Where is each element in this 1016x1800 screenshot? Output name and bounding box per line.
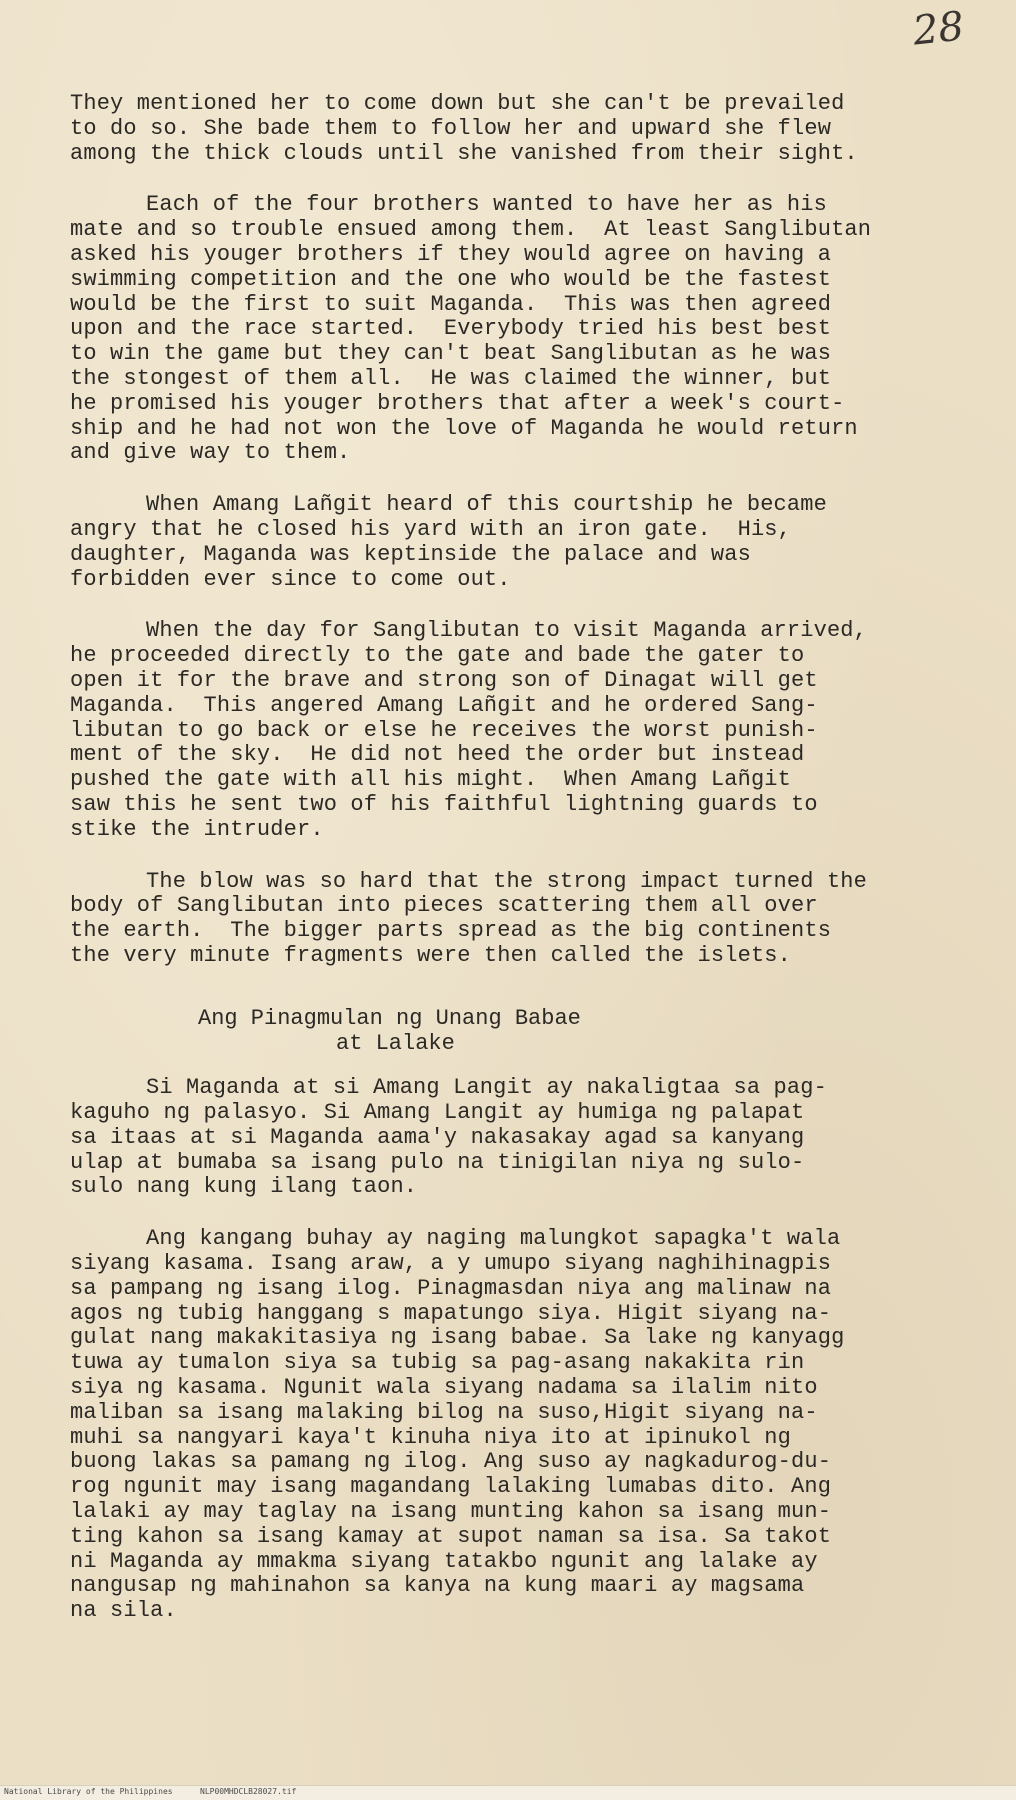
text-line: ni Maganda ay mmakma siyang tatakbo ngunit ang lalake ay bbox=[70, 1548, 818, 1574]
story-title bbox=[70, 1007, 980, 1057]
text-line: would be the first to suit Maganda. This was then agreed bbox=[70, 291, 832, 317]
text-line: rog ngunit may isang magandang lalaking lumabas dito. Ang bbox=[70, 1474, 832, 1500]
text-line: When Amang Lañgit heard of this courtship he became bbox=[146, 492, 827, 518]
paragraph bbox=[70, 1227, 980, 1624]
text-line: ulap at bumaba sa isang pulo na tinigilan niya ng sulo- bbox=[70, 1149, 805, 1175]
text-line: swimming competition and the one who would be the fastest bbox=[70, 266, 832, 292]
text-line: the earth. The bigger parts spread as the big continents bbox=[70, 918, 832, 944]
text-line: upon and the race started. Everybody tried his best best bbox=[70, 316, 832, 342]
text-line: the very minute fragments were then called the islets. bbox=[70, 942, 792, 968]
text-line: gulat nang makakitasiya ng isang babae. Sa lake ng kanyagg bbox=[70, 1325, 845, 1351]
text-line: saw this he sent two of his faithful lightning guards to bbox=[70, 791, 818, 817]
text-line: Maganda. This angered Amang Lañgit and he ordered Sang- bbox=[70, 692, 818, 718]
text-line: to win the game but they can't beat Sanglibutan as he was bbox=[70, 341, 832, 367]
text-line: open it for the brave and strong son of Dinagat will get bbox=[70, 667, 818, 693]
text-line: lalaki ay may taglay na isang munting kahon sa isang mun- bbox=[70, 1499, 832, 1525]
text-line: tuwa ay tumalon siya sa tubig sa pag-asang nakakita rin bbox=[70, 1350, 805, 1376]
text-line: he proceeded directly to the gate and bade the gater to bbox=[70, 643, 805, 669]
text-line: Ang kangang buhay ay naging malungkot sapagka't wala bbox=[146, 1226, 841, 1252]
text-line: and give way to them. bbox=[70, 440, 351, 466]
text-line: When the day for Sanglibutan to visit Maganda arrived, bbox=[146, 618, 868, 644]
text-line: nangusap ng mahinahon sa kanya na kung maari ay magsama bbox=[70, 1573, 805, 1599]
text-line: maliban sa isang malaking bilog na suso,Higit siyang na- bbox=[70, 1399, 818, 1425]
scan-footer bbox=[0, 1785, 1016, 1800]
paragraph bbox=[70, 1076, 980, 1200]
text-line: ment of the sky. He did not heed the order but instead bbox=[70, 742, 805, 768]
text-line: kaguho ng palasyo. Si Amang Langit ay humiga ng palapat bbox=[70, 1100, 805, 1126]
section-tagalog-story bbox=[70, 1076, 980, 1624]
story-title-line: at Lalake bbox=[336, 1030, 455, 1056]
document-body bbox=[70, 92, 980, 1651]
text-line: libutan to go back or else he receives the worst punish- bbox=[70, 717, 818, 743]
paragraph bbox=[70, 619, 980, 842]
text-line: Si Maganda at si Amang Langit ay nakaligtaa sa pag- bbox=[146, 1075, 827, 1101]
text-line: forbidden ever since to come out. bbox=[70, 566, 511, 592]
text-line: the stongest of them all. He was claimed the winner, but bbox=[70, 365, 832, 391]
text-line: among the thick clouds until she vanished from their sight. bbox=[70, 140, 858, 166]
text-line: They mentioned her to come down but she can't be prevailed bbox=[70, 91, 845, 116]
text-line: siyang kasama. Isang araw, a y umupo siyang naghihinagpis bbox=[70, 1251, 832, 1277]
text-line: he promised his youger brothers that after a week's court- bbox=[70, 390, 845, 416]
story-title-line: Ang Pinagmulan ng Unang Babae bbox=[198, 1005, 581, 1031]
text-line: agos ng tubig hanggang s mapatungo siya. Higit siyang na- bbox=[70, 1300, 832, 1326]
text-line: angry that he closed his yard with an iron gate. His, bbox=[70, 516, 792, 542]
paragraph bbox=[70, 870, 980, 969]
text-line: muhi sa nangyari kaya't kinuha niya ito at ipinukol ng bbox=[70, 1424, 792, 1450]
text-line: The blow was so hard that the strong impact turned the bbox=[146, 868, 868, 894]
section-english-legend bbox=[70, 92, 980, 969]
text-line: to do so. She bade them to follow her and upward she flew bbox=[70, 115, 832, 141]
text-line: ship and he had not won the love of Maganda he would return bbox=[70, 415, 858, 441]
text-line: buong lakas sa pamang ng ilog. Ang suso ay nagkadurog-du- bbox=[70, 1449, 832, 1475]
text-line: siya ng kasama. Ngunit wala siyang nadama sa ilalim nito bbox=[70, 1375, 818, 1401]
text-line: pushed the gate with all his might. When Amang Lañgit bbox=[70, 767, 792, 793]
text-line: asked his youger brothers if they would agree on having a bbox=[70, 241, 832, 267]
text-line: Each of the four brothers wanted to have her as his bbox=[146, 192, 827, 218]
scan-filename: NLP00MHDCLB28027.tif bbox=[200, 1787, 297, 1796]
page-number: 28 bbox=[910, 3, 967, 55]
paragraph bbox=[70, 493, 980, 592]
text-line: sa pampang ng isang ilog. Pinagmasdan niya ang malinaw na bbox=[70, 1275, 832, 1301]
text-line: body of Sanglibutan into pieces scattering them all over bbox=[70, 893, 818, 919]
paragraph bbox=[70, 92, 980, 166]
text-line: mate and so trouble ensued among them. At least Sanglibutan bbox=[70, 217, 872, 243]
text-line: daughter, Maganda was keptinside the palace and was bbox=[70, 541, 751, 567]
library-credit: National Library of the Philippines bbox=[4, 1787, 173, 1796]
text-line: na sila. bbox=[70, 1598, 177, 1624]
text-line: sulo nang kung ilang taon. bbox=[70, 1174, 418, 1200]
paragraph bbox=[70, 193, 980, 466]
text-line: ting kahon sa isang kamay at supot naman sa isa. Sa takot bbox=[70, 1523, 832, 1549]
text-line: stike the intruder. bbox=[70, 816, 324, 842]
text-line: sa itaas at si Maganda aama'y nakasakay agad sa kanyang bbox=[70, 1124, 805, 1150]
